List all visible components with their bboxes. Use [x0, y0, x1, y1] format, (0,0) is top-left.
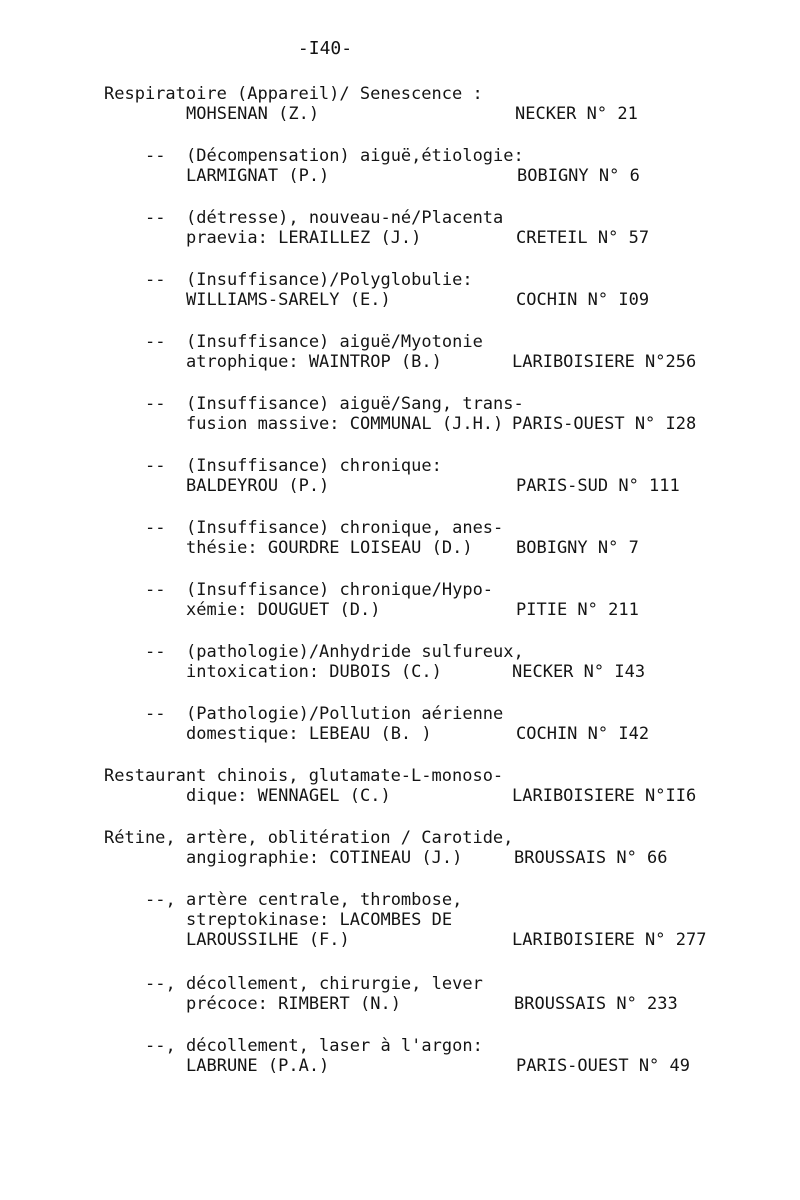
entry-heading: (Insuffisance) aiguë/Sang, trans- — [186, 394, 524, 414]
continuation-dash: --, — [145, 890, 176, 910]
entry-text: angiographie: COTINEAU (J.) — [186, 848, 463, 868]
thesis-reference: LARIBOISIERE N°256 — [512, 352, 697, 372]
continuation-dash: -- — [145, 332, 166, 352]
thesis-reference: BOBIGNY N° 6 — [517, 166, 640, 186]
continuation-dash: --, — [145, 974, 176, 994]
entry-text: BALDEYROU (P.) — [186, 476, 330, 496]
continuation-dash: -- — [145, 580, 166, 600]
thesis-reference: NECKER N° 21 — [515, 104, 638, 124]
entry-heading: Rétine, artère, oblitération / Carotide, — [104, 828, 514, 848]
entry-text: précoce: RIMBERT (N.) — [186, 994, 401, 1014]
thesis-reference: COCHIN N° I42 — [516, 724, 650, 744]
thesis-reference: CRETEIL N° 57 — [516, 228, 650, 248]
entry-text: MOHSENAN (Z.) — [186, 104, 320, 124]
entry-heading: (Pathologie)/Pollution aérienne — [186, 704, 504, 724]
entry-text: LARMIGNAT (P.) — [186, 166, 330, 186]
thesis-reference: BROUSSAIS N° 233 — [514, 994, 678, 1014]
thesis-reference: PITIE N° 211 — [516, 600, 639, 620]
thesis-reference: BOBIGNY N° 7 — [516, 538, 639, 558]
entry-text: LABRUNE (P.A.) — [186, 1056, 330, 1076]
continuation-dash: -- — [145, 642, 166, 662]
entry-heading: (Insuffisance) chronique: — [186, 456, 442, 476]
entry-heading: (Insuffisance) chronique, anes- — [186, 518, 504, 538]
entry-heading: (Décompensation) aiguë,étiologie: — [186, 146, 524, 166]
thesis-reference: BROUSSAIS N° 66 — [514, 848, 668, 868]
entry-text: intoxication: DUBOIS (C.) — [186, 662, 442, 682]
continuation-dash: -- — [145, 394, 166, 414]
continuation-dash: --, — [145, 1036, 176, 1056]
page-number: -I40- — [297, 38, 353, 59]
entry-text: dique: WENNAGEL (C.) — [186, 786, 391, 806]
entry-text: thésie: GOURDRE LOISEAU (D.) — [186, 538, 473, 558]
entry-text: atrophique: WAINTROP (B.) — [186, 352, 442, 372]
entry-heading: (détresse), nouveau-né/Placenta — [186, 208, 504, 228]
thesis-reference: LARIBOISIERE N°II6 — [512, 786, 697, 806]
entry-text: xémie: DOUGUET (D.) — [186, 600, 381, 620]
entry-heading: (Insuffisance)/Polyglobulie: — [186, 270, 473, 290]
continuation-dash: -- — [145, 208, 166, 228]
thesis-reference: PARIS-SUD N° 111 — [516, 476, 680, 496]
entry-text: LAROUSSILHE (F.) — [186, 930, 350, 950]
thesis-reference: LARIBOISIERE N° 277 — [512, 930, 707, 950]
entry-text: domestique: LEBEAU (B. ) — [186, 724, 432, 744]
thesis-reference: COCHIN N° I09 — [516, 290, 650, 310]
entry-heading: (Insuffisance) chronique/Hypo- — [186, 580, 494, 600]
continuation-dash: -- — [145, 518, 166, 538]
entry-text: WILLIAMS-SARELY (E.) — [186, 290, 391, 310]
entry-heading: Respiratoire (Appareil)/ Senescence : — [104, 84, 483, 104]
entry-heading: décollement, chirurgie, lever — [186, 974, 483, 994]
entry-text: fusion massive: COMMUNAL (J.H.) — [186, 414, 504, 434]
thesis-reference: PARIS-OUEST N° 49 — [516, 1056, 690, 1076]
entry-heading: Restaurant chinois, glutamate-L-monoso- — [104, 766, 504, 786]
thesis-reference: NECKER N° I43 — [512, 662, 646, 682]
entry-text: streptokinase: LACOMBES DE — [186, 910, 453, 930]
entry-text: praevia: LERAILLEZ (J.) — [186, 228, 422, 248]
entry-heading: artère centrale, thrombose, — [186, 890, 463, 910]
continuation-dash: -- — [145, 456, 166, 476]
continuation-dash: -- — [145, 704, 166, 724]
entry-heading: (Insuffisance) aiguë/Myotonie — [186, 332, 483, 352]
entry-heading: décollement, laser à l'argon: — [186, 1036, 483, 1056]
continuation-dash: -- — [145, 146, 166, 166]
thesis-reference: PARIS-OUEST N° I28 — [512, 414, 697, 434]
entry-heading: (pathologie)/Anhydride sulfureux, — [186, 642, 524, 662]
continuation-dash: -- — [145, 270, 166, 290]
